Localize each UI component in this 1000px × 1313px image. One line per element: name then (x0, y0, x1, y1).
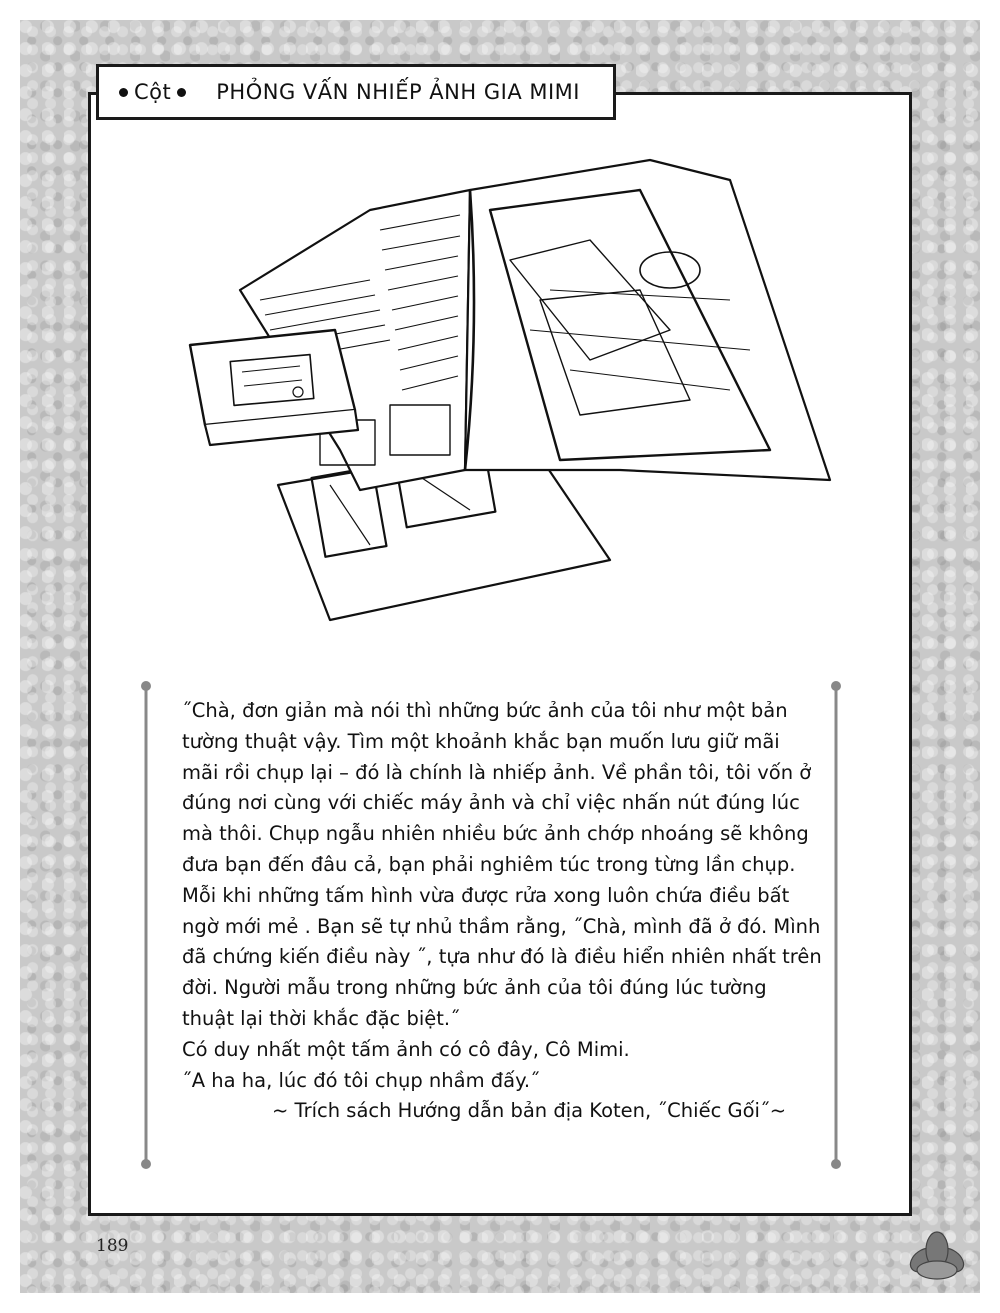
quote-paragraph: ˝A ha ha, lúc đó tôi chụp nhầm đấy.˝ (182, 1068, 540, 1092)
bullet-dot (177, 88, 186, 97)
page-title: PHỎNG VẤN NHIẾP ẢNH GIA MIMI (216, 80, 580, 104)
quote-paragraph: ˝Chà, đơn giản mà nói thì những bức ảnh của tôi như một bản tường thuật vậy. Tìm một khoảnh khắc bạn muốn lưu giữ mãi mãi rồi chụp lại – đó là chính là nhiếp ảnh. Về phần tôi, tôi vốn ở đúng nơi cùng với chiếc máy ảnh và chỉ việc nhấn nút đúng lúc mà thôi. Chụp ngẫu nhiên nhiều bức ảnh chớp nhoáng sẽ không đưa bạn đến đâu cả, bạn phải nghiêm túc trong từng lần chụp. Mỗi khi những tấm hình vừa được rửa xong luôn chứa điều bất ngờ mới mẻ . Bạn sẽ tự nhủ thầm rằng, ˝Chà, mình đã ở đó. Mình đã chứng kiến điều này ˝, tựa như đó là điều hiển nhiên nhất trên đời. Người mẫu trong những bức ảnh của tôi đúng lúc tường thuật lại thời khắc đặc biệt.˝ (182, 699, 822, 1030)
bullet-dot (119, 88, 128, 97)
column-title-box (96, 64, 616, 120)
quote-paragraph: Có duy nhất một tấm ảnh có cô đây, Cô Mimi. (182, 1037, 630, 1061)
page-number: 189 (96, 1236, 129, 1256)
open-magazine-illustration (170, 150, 850, 640)
quote-source: ~ Trích sách Hướng dẫn bản địa Koten, ˝Chiếc Gối˝~ (272, 1099, 787, 1123)
quote-bracket-right (830, 680, 842, 1170)
flower-icon (906, 1226, 968, 1282)
section-label: Cột (134, 80, 172, 104)
quote-bracket-left (140, 680, 152, 1170)
interview-quote (182, 696, 822, 1127)
